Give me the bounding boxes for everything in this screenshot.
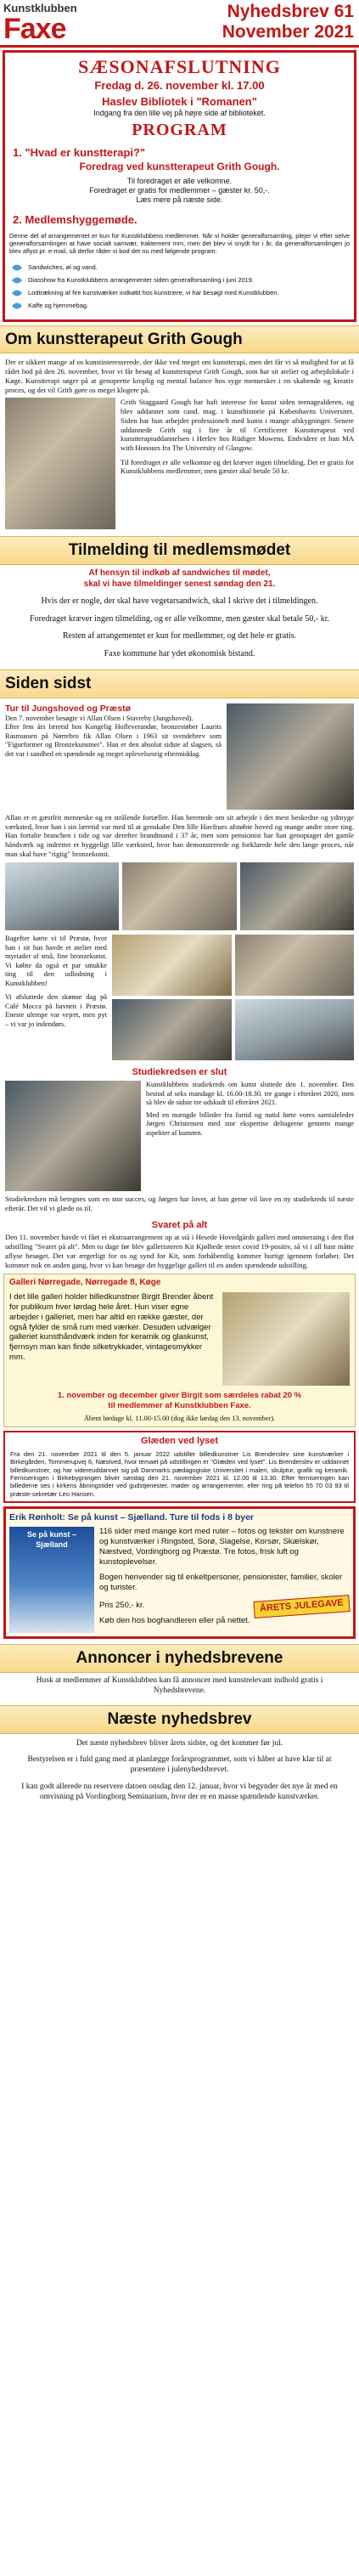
program-item-1-text-1: Til foredraget er alle velkomne. [126, 176, 233, 185]
study-text-2: Med en mængde billeder fra fortid og nutid førte vores samtaleleder Jørgen Christensen med stor ekspertise deltagerne gennem mange aspekter af kunsten. [146, 1110, 354, 1137]
gallery-noerregade-box [3, 1274, 356, 1427]
program-item-2-title: 2. Medlemshyggemøde. [13, 213, 137, 227]
closing-place: Haslev Bibliotek i "Romanen" [102, 94, 257, 108]
program-item-1-text-2: Foredraget er gratis for medlemmer – gæster kr. 50,-. [89, 185, 270, 195]
erik-book-cover: Se på kunst – Sjælland [9, 1527, 94, 1633]
answer-title: Svaret på alt [151, 1219, 208, 1230]
program-item-1-sub: Foredrag ved kunstterapeut Grith Gough. [79, 160, 280, 172]
gallery-text: I det lille galleri holder billedkunstner Birgit Brender åbent for publikum hver lørdag hele året. Hun viser egne arbejder i galleriet, men har altid en række gæster, der også fylder de små rum med værker. Desuden udvælger galleriet kunsthåndværk inden for keramik og glaskunst, fjernsyn man kan finde silketrykkader, vintagesmykker mm. [9, 1291, 214, 1363]
light-exhibition-text: Fra den 21. november 2021 til den 5. januar 2022 udstiller billedkunstner Lis Brenderslev sine kunstværker i Birkegården, Tommerupvej 6, Næstved, hvor temaet på udstillingen er "Glæden ved lyset". Lis Brenderslev er uddannet billedkunstner, og har videreuddannet sig på Danmarks pædagogiske Universitet i maleri, skulptur, grafik og keramik. Ferniseringen i Birkebygningen bliver søndag den 21. november 2021 kl. 12.00 til 13.30. Efter ferniseringen kan billederne ses i kirkens åbningstider ved gudstjenester, møder og arrangementer, eller ring på telefon 55 70 03 93 til præste-sekretær Leo Hansen. [10, 1449, 349, 1498]
program-bullet: Sandwiches, øl og vand. [11, 263, 350, 272]
trip-title: Tur til Jungshoved og Præstø [5, 703, 131, 714]
signup-warn-1: Af hensyn til indkøb af sandwiches til mødet, [88, 568, 271, 579]
closing-title: SÆSONAFSLUTNING [78, 56, 281, 77]
study-row [0, 1079, 359, 1193]
answer-text: Den 11. november havde vi fået et ekstraarrangement op at stå i Hesede Hovedgårds galleri med ommeraing i den flot udstilling "Svaret på alt". Men to dage før blev galleristeren Kit Kjølhede testet covid 19-positiv, så vi i all hast måtte aflyse besøget. Det var ærgerligt for os og synd for Kit, som forhåbentlig kommer hurtigt igennem forløbet. Det kommer nok en anden gang, hvor vi kan besøge det hyggelige galleri til en anden spændende udstilling. [5, 1233, 354, 1269]
erik-buy: Køb den hos boghandleren eller på nettet. [99, 1616, 250, 1626]
study-title: Studiekredsen er slut [132, 1067, 227, 1078]
closing-date: Fredag d. 26. november kl. 17.00 [94, 78, 265, 92]
gallery-banner-2: til medlemmer af Kunstklubben Faxe. [108, 1400, 251, 1410]
grith-bio: Grith Staggaard Gough har haft interesse for kunst siden teenagealderen, og blev uddannet som cand. mag. i kunsthistorie på Københavns Universitet. Siden har hun arbejdet professionelt med kunst i mange afskygninger. Senere uddannede Grith sig i fire år til Certificeret Kunstterapeut ved kunstterapiuddannelsen i Herlev hos Rüdiger Mowens. Endvidere er hun MA with Honours fra The University of Glasgow. [121, 398, 354, 452]
trip-photo-2 [122, 862, 236, 930]
next-body [0, 1734, 359, 1811]
trip-row [0, 702, 359, 811]
trip-photo-workshop [227, 703, 354, 810]
erik-text-2: Bogen henvender sig til enkeltpersoner, pensionister, familier, skoler og turister. [99, 1572, 343, 1592]
section-heading-ads: Annoncer i nyhedsbrevene [0, 1644, 359, 1673]
trip-gallery-photo [112, 935, 232, 996]
trip-gallery-row [0, 933, 359, 1062]
trip-photo-row [0, 860, 359, 933]
signup-p3: Resten af arrangementet er kun for medlemmer, og det hele er gratis. [62, 631, 297, 641]
program-bullet: Lodtrækning af fire kunstværker indkøbt hos kunstnere, vi har besøgt med Kunstklubben. [11, 289, 350, 297]
leaf-bullet-icon [11, 302, 23, 310]
club-logo-big: Faxe [3, 13, 66, 45]
trip-p3: Allan er et gæstfrit menneske og en strålende fortæller. Han berettede om sit arbejde i det mest beskedne og ydmyge værksted, hvor han i sin læretid var med til at genskabe Den lille Havfrues afstøbte hoved og mange andre store ting. Han fortalte branchen i tide og var derefter brandmand i 37 år, men som pensionist har han genoptaget det gamle håndværk og indrettet et hyggeligt lille værksted, hvor han demonstrerede og forklarede hele den lange proces, når man skal have "rigtig" bronzekunst. [5, 812, 354, 858]
ads-text: Husk at medlemmer af Kunstklubben kan få annoncer med kunstrelevant indhold gratis i Nyhedsbrevene. [36, 1676, 323, 1695]
trip-p1: Den 7. november besøgte vi Allan Olsen i Stavreby (Jungshoved). [5, 714, 194, 722]
program-item-1-text-3: Læs mere på næste side. [136, 195, 223, 204]
signup-p1: Hvis der er nogle, der skal have vegetarsandwich, skal I skrive det i tilmeldingen. [41, 596, 318, 607]
erik-book-box [3, 1506, 356, 1639]
trip-cafe-text: Vi afsluttede den skønne dag på Café Mocca på havnen i Præstø. Eneste ulempe var vejret, men pyt – vi var jo indendørs. [5, 993, 107, 1028]
grith-intro: Der er sikkert mange af os kunstinteresserede, der ikke ved meget om kunstterapi, men det får vi så mulighed for at få rådet bod på den 26. november, hvor vi får besøg af kunstterapeut Grith Gough, som har sit atelier og arbejdslokale i Køge. Kunstterapi søger på at genoprette kroplig og mental balance hos syge mennesker i en skabende og kreativ proces, og det vil Grith gøre os meget klogere på. [5, 358, 354, 394]
issue-number: Nyhedsbrev 61 [227, 2, 354, 21]
program-item-2-text: Denne del af arrangementet er kun for Kunstklubbens medlemmer. Når vi holder generalforsamling, plejer vi efter selve generalforsamlingen at have socialt samvær, traktement mm, men det blev vi snydt for i år, da generalforsamlingen jo blev aflyst pr. e-mail, så derfor råder vi bod det nu med følgende program: [9, 231, 350, 256]
section-heading-lastime: Siden sidst [0, 669, 359, 698]
next-p2: Bestyrelsen er i fuld gang med at planlægge forårsprogrammet, som vi håber at have klar til at præsentere i julenyhedsbrevet. [27, 1755, 332, 1775]
section-heading-grith: Om kunstterapeut Grith Gough [0, 325, 359, 354]
program-bullet: Diasshow fra Kunstklubbens arrangementer siden generalforsamling i juni 2019. [11, 276, 350, 285]
closing-entrance: Indgang fra den lille vej på højre side af biblioteket. [93, 109, 266, 117]
newsletter-header [0, 0, 359, 48]
trip-gallery-photo [112, 999, 232, 1060]
program-bullet: Kaffe og hjemmebag. [11, 302, 350, 310]
study-text: Kunstklubbens studiekreds om kunst sluttede den 1. november. Den bestod af seks mandage kl. 16.00-18.30. tre gange i efteråret 2020, men så blev de sidste tre udskudt til efteråret 2021. [146, 1081, 354, 1107]
study-photo [5, 1081, 141, 1191]
erik-text: 116 sider med mange kort med ruter – fotos og tekster om kunstnere og kunstværker i Ringsted, Sorø, Slagelse, Korsør, Skælskør, Næstved, Vordingborg og Præstø. Tre fotos, frisk luft og kunstoplevelser. [99, 1527, 345, 1567]
program-item-1-title: 1. "Hvad er kunstterapi?" [13, 146, 146, 160]
trip-photo-3 [240, 862, 354, 930]
light-exhibition-title: Glæden ved lyset [140, 1436, 219, 1447]
signup-warn-2: skal vi have tilmeldinger senest søndag den 21. [83, 579, 276, 589]
issue-date: November 2021 [222, 22, 354, 42]
issue-label [222, 2, 354, 42]
trip-gallery-caption: Bagefter kørte vi til Præstø, hvor han i sit hus havde et atelier med myriader af små, fine bronzekunst. Vi købte da også et par smukke ting til den udlodning i Kunstklubben! [5, 935, 107, 987]
signup-p4: Faxe kommune har ydet økonomisk bistand. [104, 648, 255, 658]
section-heading-next: Næste nyhedsbrev [0, 1705, 359, 1734]
leaf-bullet-icon [11, 289, 23, 297]
next-p3: I kan godt allerede nu reservere datoen onsdag den 12. januar, hvor vi begynder det nye år med en omvisning på Vordingborg Seminarium, hvor der er en masse spændende kunstværker. [21, 1782, 338, 1802]
leaf-bullet-icon [11, 276, 23, 285]
erik-price: Pris 250,- kr. [99, 1601, 145, 1611]
leaf-bullet-icon [11, 263, 23, 272]
gallery-photo [222, 1292, 350, 1386]
program-title: PROGRAM [132, 121, 227, 140]
trip-photo-1 [5, 862, 119, 930]
trip-gallery-photo [235, 999, 355, 1060]
grith-outro: Til foredraget er alle velkomne og det kræver ingen tilmelding. Det er gratis for Kunstklubbens medlemmer, men gæster skal betale 50 kr. [121, 457, 354, 476]
signup-p2: Foredraget kræver ingen tilmelding, og er alle velkomne, men gæster skal betale 50,- kr. [30, 613, 329, 624]
signup-body [0, 565, 359, 666]
gallery-title: Galleri Nørregade, Nørregade 8, Køge [9, 1278, 161, 1288]
grith-bio-row [0, 396, 359, 531]
gallery-hours: Åbent lørdage kl. 11.00-15.00 (dog ikke lørdag den 13. november). [83, 1414, 276, 1422]
trip-gallery-photo [235, 935, 355, 996]
club-logo-small: Kunstklubben [3, 2, 77, 14]
season-closing-box [3, 50, 356, 322]
section-heading-signup: Tilmelding til medlemsmødet [0, 536, 359, 565]
erik-title: Erik Rønholt: Se på kunst – Sjælland. Ture til fods i 8 byer [9, 1512, 255, 1523]
trip-gallery-grid [112, 935, 354, 1060]
erik-gift-badge: ÅRETS JULEGAVE [254, 1595, 351, 1618]
gallery-banner-1: 1. november og december giver Birgit som særdeles rabat 20 % [57, 1390, 302, 1400]
trip-p2: Efter fem års læretid hos Kongelig Hofleverandør, bronzestøber Laurits Rasmussen på Nørrebro fik Allan Olsen i 1963 sit svendebrev som "Figurformer og Bronzekunstner". Han er den absolut sidste af slagsen, så det var i sandhed en spændende og meget oplevelsesrig eftermiddag. [5, 723, 222, 758]
next-p1: Det næste nyhedsbrev bliver årets sidste, og det kommer før jul. [76, 1738, 283, 1748]
grith-portrait-image [5, 398, 115, 529]
light-exhibition-box [3, 1431, 356, 1503]
study-text-3: Studiekredsen må betegnes som en stor succes, og Jørgen har lovet, at han gerne vil lave en ny studiekreds til næste efterår. Det vil vi glæde os til. [5, 1195, 354, 1212]
